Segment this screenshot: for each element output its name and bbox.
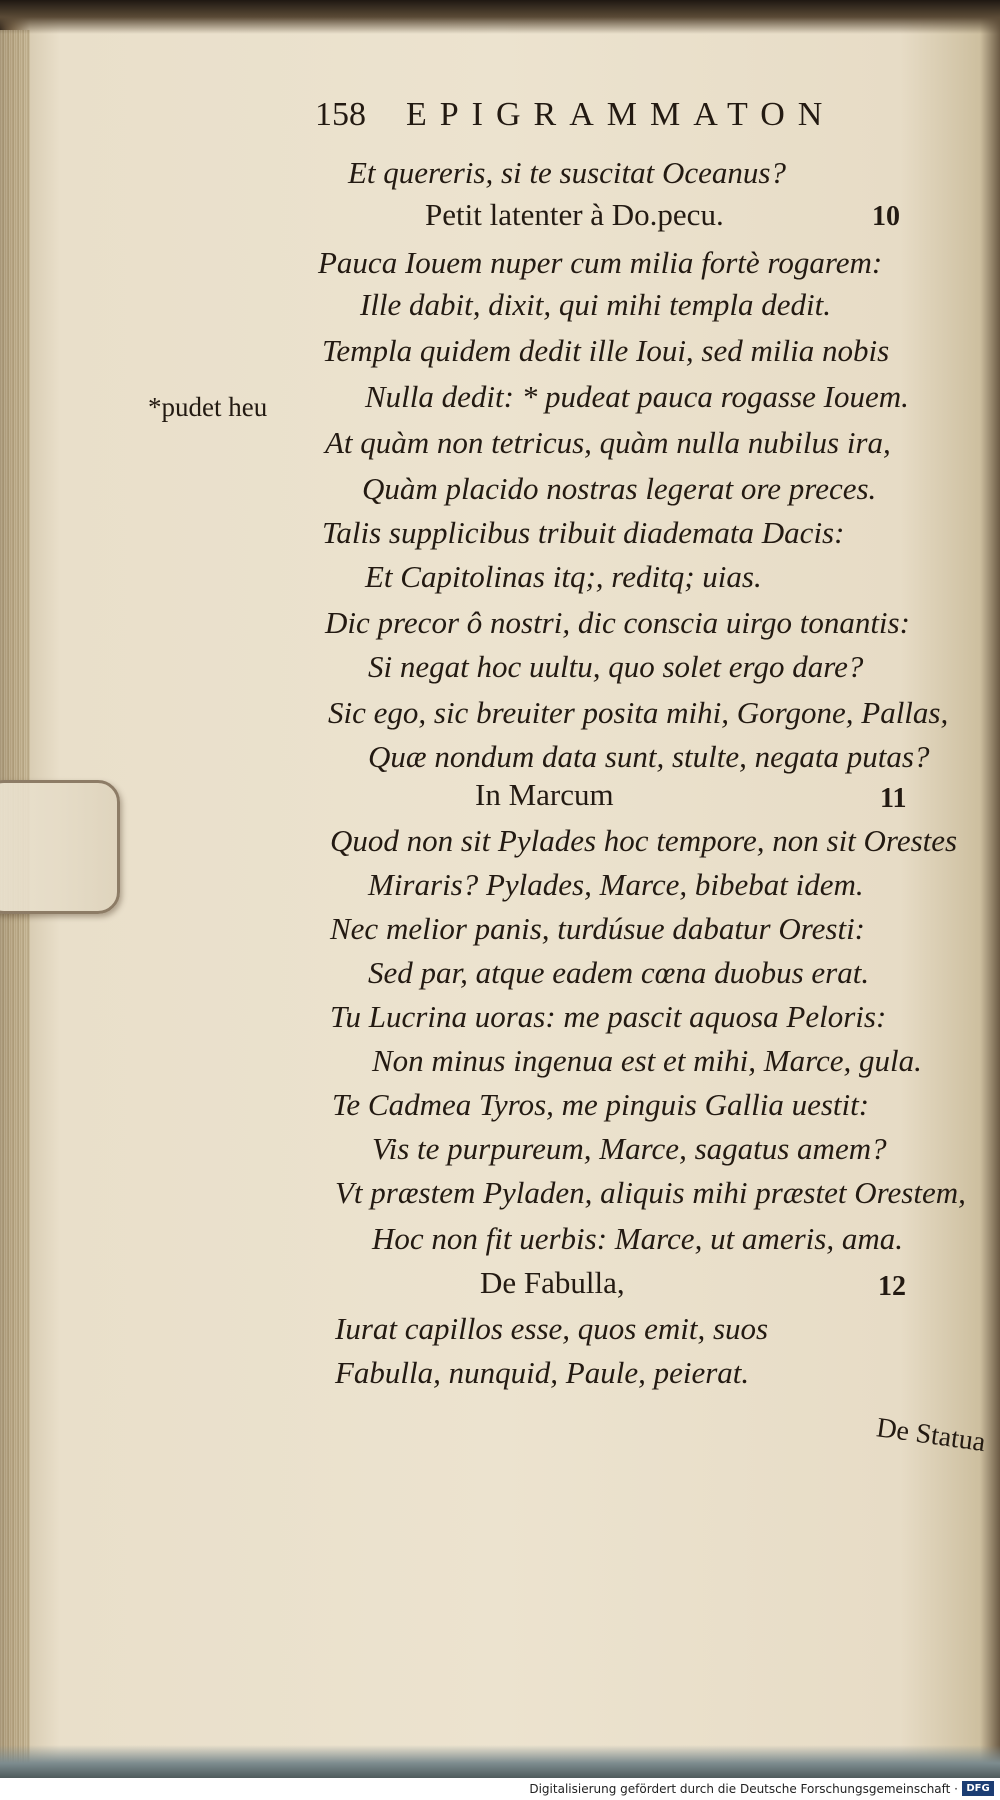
verse-line: Non minus ingenua est et mihi, Marce, gula. <box>372 1043 922 1078</box>
verse-line: Quod non sit Pylades hoc tempore, non sit Orestes <box>330 823 958 858</box>
verse-line: Sic ego, sic breuiter posita mihi, Gorgone, Pallas, <box>328 695 949 730</box>
text-block <box>0 155 1000 1405</box>
running-head <box>315 96 915 146</box>
epigram-number: 12 <box>878 1271 906 1302</box>
dfg-logo: DFG <box>962 1781 994 1796</box>
verse-line: Fabulla, nunquid, Paule, peierat. <box>335 1355 750 1390</box>
folio-number: 158 <box>315 96 366 133</box>
verse-line: Nulla dedit: * pudeat pauca rogasse Iouem. <box>365 379 909 414</box>
verse-line: Ille dabit, dixit, qui mihi templa dedit. <box>360 287 831 322</box>
verse-line: Sed par, atque eadem cœna duobus erat. <box>368 955 870 990</box>
verse-line: At quàm non tetricus, quàm nulla nubilus ira, <box>325 425 891 460</box>
verse-line: Nec melior panis, turdúsue dabatur Oresti: <box>330 911 866 946</box>
verse-line: Te Cadmea Tyros, me pinguis Gallia uestit: <box>332 1087 870 1122</box>
epigram-title: Petit latenter à Do.pecu. <box>425 197 724 232</box>
epigram-title: De Fabulla, <box>480 1265 625 1300</box>
verse-line: Hoc non fit uerbis: Marce, ut ameris, ama. <box>372 1221 903 1256</box>
footer-credit: Digitalisierung gefördert durch die Deutsche Forschungsgemeinschaft · <box>529 1782 958 1796</box>
verse-line: Si negat hoc uultu, quo solet ergo dare? <box>368 649 864 684</box>
verse-line: Vt præstem Pyladen, aliquis mihi præstet Orestem, <box>335 1175 966 1210</box>
verse-line: Vis te purpureum, Marce, sagatus amem? <box>372 1131 887 1166</box>
marginal-gloss: *pudet heu <box>148 392 268 422</box>
verse-line: Talis supplicibus tribuit diademata Dacis: <box>322 515 845 550</box>
catchword: De Statua <box>874 1412 988 1459</box>
verse-line: Tu Lucrina uoras: me pascit aquosa Peloris: <box>330 999 887 1034</box>
verse-line: Miraris? Pylades, Marce, bibebat idem. <box>368 867 864 902</box>
bottom-shadow <box>0 1745 1000 1778</box>
digitization-footer <box>0 1778 1000 1800</box>
verse-line: Quàm placido nostras legerat ore preces. <box>362 471 877 506</box>
verse-line: Pauca Iouem nuper cum milia fortè rogarem: <box>318 245 883 280</box>
epigram-number: 11 <box>880 783 907 814</box>
verse-line: Et Capitolinas itq;, reditq; uias. <box>365 559 762 594</box>
epigram-number: 10 <box>872 201 900 232</box>
verse-line: Quæ nondum data sunt, stulte, negata putas? <box>368 739 930 774</box>
top-shadow <box>0 0 1000 34</box>
epigram-title: In Marcum <box>475 777 614 812</box>
verse-line: Et quereris, si te suscitat Oceanus? <box>348 155 786 190</box>
verse-line: Dic precor ô nostri, dic conscia uirgo tonantis: <box>325 605 910 640</box>
running-title: EPIGRAMMATON <box>406 96 836 133</box>
verse-line: Templa quidem dedit ille Ioui, sed milia nobis <box>322 333 890 368</box>
verse-line: Iurat capillos esse, quos emit, suos <box>335 1311 769 1346</box>
